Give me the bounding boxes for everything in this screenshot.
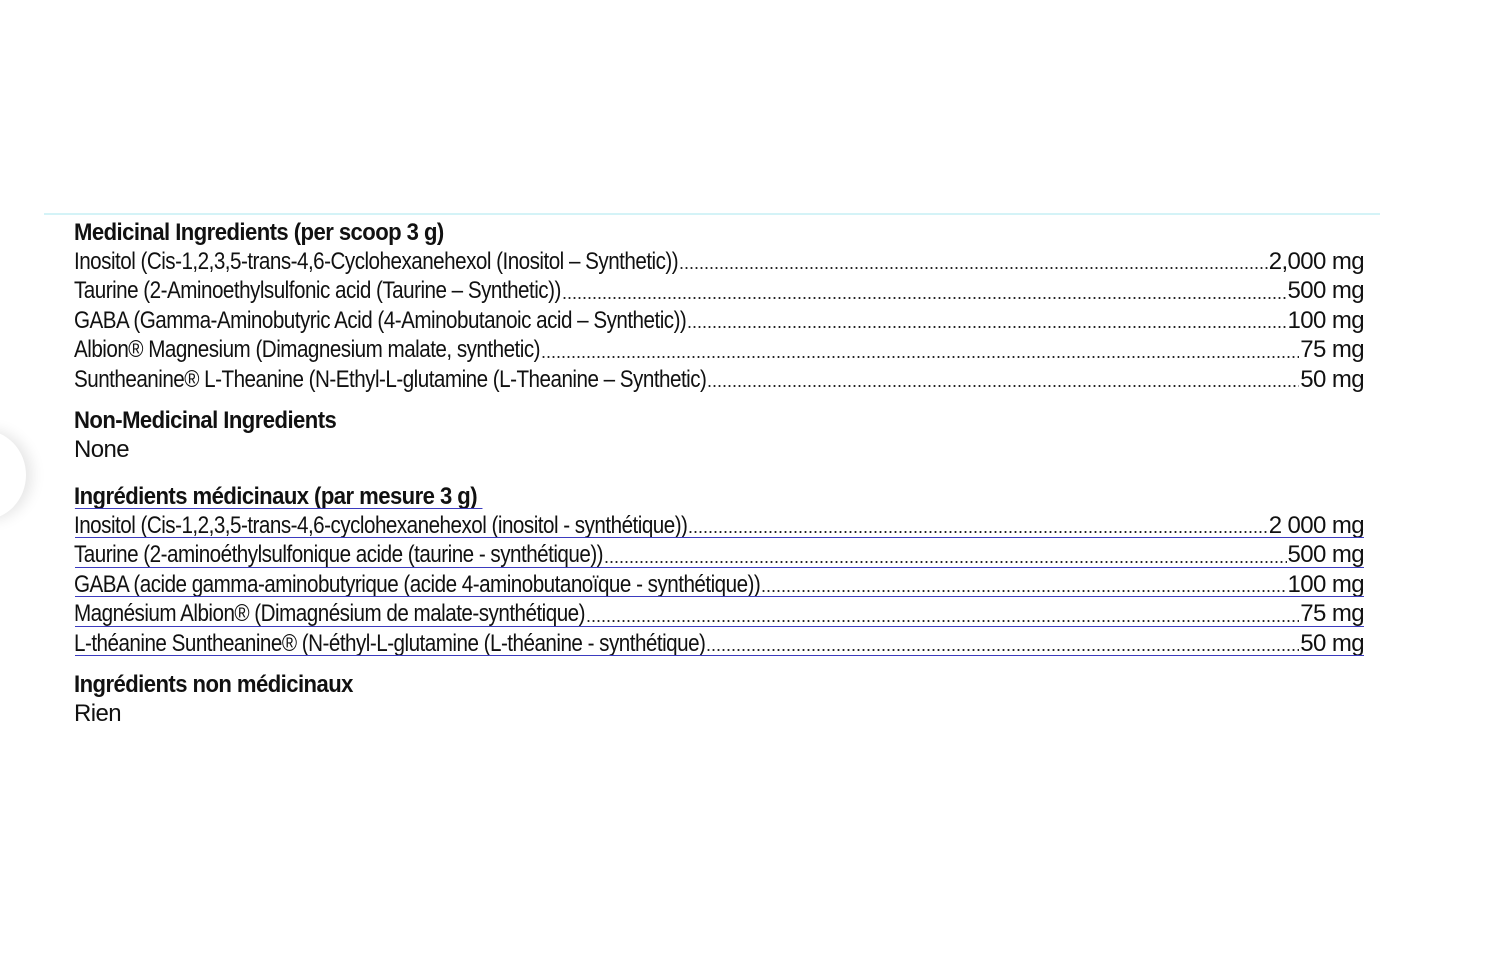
dot-leader (687, 309, 1286, 329)
english-medicinal-section (74, 218, 1364, 394)
english-non-medicinal-value: None (74, 435, 129, 463)
ingredient-row (74, 570, 1364, 599)
dot-leader (688, 514, 1267, 534)
english-medicinal-heading: Medicinal Ingredients (per scoop 3 g) (74, 219, 444, 246)
ingredient-row (74, 247, 1364, 276)
dot-leader (586, 603, 1299, 623)
dot-leader (707, 368, 1299, 388)
ingredient-name: L-théanine Suntheanine® (N-éthyl-L-glutamine (L-théanine - synthétique) (74, 629, 706, 657)
dot-leader (604, 544, 1286, 564)
dot-leader (679, 250, 1268, 270)
french-medicinal-section (74, 482, 1364, 658)
ingredient-amount: 100 mg (1287, 570, 1364, 598)
ingredient-amount: 50 mg (1300, 365, 1364, 393)
ingredient-row (74, 540, 1364, 569)
ingredient-amount: 100 mg (1287, 306, 1364, 334)
french-non-medicinal-section (74, 670, 1364, 728)
ingredient-row (74, 629, 1364, 658)
ingredient-row (74, 276, 1364, 305)
ingredient-name: Suntheanine® L-Theanine (N-Ethyl-L-glutamine (L-Theanine – Synthetic) (74, 365, 707, 393)
dot-leader (706, 632, 1299, 652)
ingredient-name: Inositol (Cis-1,2,3,5-trans-4,6-Cyclohexanehexol (Inositol – Synthetic)) (74, 248, 679, 275)
french-non-medicinal-value: Rien (74, 699, 121, 727)
ingredient-name: Albion® Magnesium (Dimagnesium malate, synthetic) (74, 336, 540, 364)
dot-leader (562, 280, 1287, 300)
ingredient-amount: 2 000 mg (1268, 511, 1364, 539)
ingredient-amount: 75 mg (1300, 336, 1364, 364)
ingredient-amount: 50 mg (1300, 629, 1364, 657)
ingredient-name: Taurine (2-Aminoethylsulfonic acid (Taurine – Synthetic)) (74, 277, 561, 305)
ingredient-row (74, 306, 1364, 335)
english-non-medicinal-section (74, 406, 1364, 464)
ingredient-name: GABA (acide gamma-aminobutyrique (acide 4-aminobutanoïque - synthétique)) (74, 570, 761, 598)
ingredient-name: Inositol (Cis-1,2,3,5-trans-4,6-cyclohexanehexol (inositol - synthétique)) (74, 511, 688, 539)
ingredient-amount: 500 mg (1287, 277, 1364, 305)
ingredient-row (74, 365, 1364, 394)
dot-leader (761, 573, 1286, 593)
dot-leader (541, 339, 1299, 359)
ingredient-row (74, 599, 1364, 628)
french-medicinal-heading: Ingrédients médicinaux (par mesure 3 g) (74, 482, 1261, 511)
ingredient-amount: 75 mg (1300, 600, 1364, 628)
english-non-medicinal-heading: Non-Medicinal Ingredients (74, 406, 337, 434)
top-divider-line (44, 213, 1380, 215)
ingredient-row (74, 511, 1364, 540)
ingredient-name: Magnésium Albion® (Dimagnésium de malate-synthétique) (74, 600, 586, 628)
ingredient-amount: 500 mg (1287, 541, 1364, 569)
french-non-medicinal-heading: Ingrédients non médicinaux (74, 670, 353, 698)
ingredient-name: GABA (Gamma-Aminobutyric Acid (4-Aminobutanoic acid – Synthetic)) (74, 306, 687, 334)
ingredients-label (74, 218, 1364, 728)
ingredient-row (74, 335, 1364, 364)
ingredient-name: Taurine (2-aminoéthylsulfonique acide (taurine - synthétique)) (74, 541, 604, 569)
page-edge-shadow (0, 430, 26, 520)
ingredient-amount: 2,000 mg (1268, 248, 1364, 275)
